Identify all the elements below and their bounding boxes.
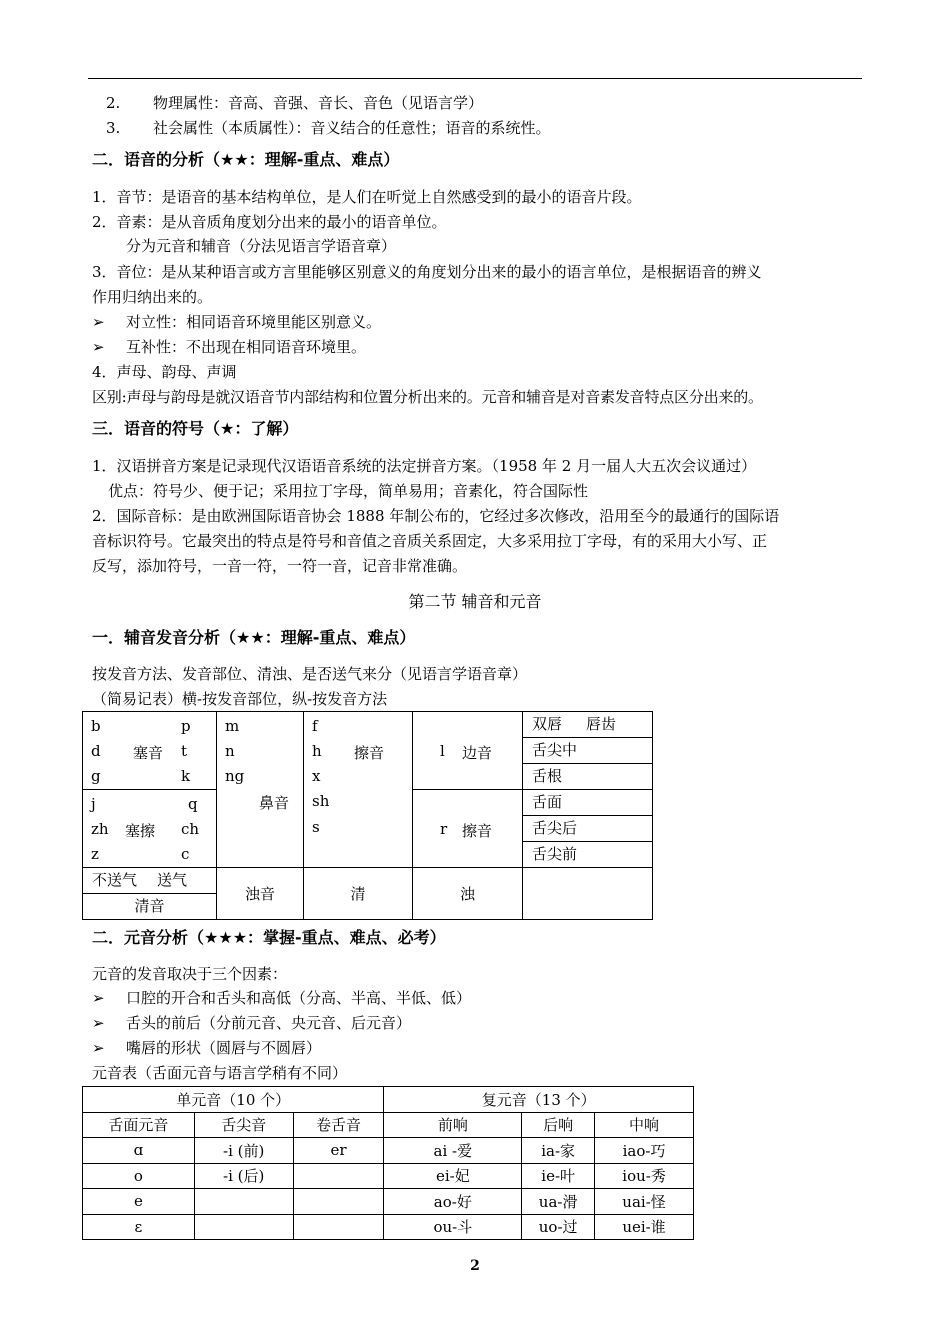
places-column-bottom (523, 790, 653, 868)
table-cell: er (293, 1138, 384, 1164)
r-fricative-cell: r 擦音 (413, 790, 523, 868)
paragraph: 反写，添加符号，一音一符，一符一音，记音非常准确。 (92, 557, 468, 575)
voiceless-label: 清音 (134, 897, 165, 915)
table-cell: ie-叶 (522, 1163, 595, 1189)
arrow-bullet-icon: ➢ (92, 338, 105, 356)
paragraph: 4．声母、韵母、声调 (92, 363, 237, 381)
table-cell: ɑ (83, 1138, 195, 1164)
place-label: 舌尖后 (523, 816, 652, 842)
paragraph: 2．音素：是从音质角度划分出来的最小的语音单位。 (92, 213, 447, 231)
place-label: 双唇 唇齿 (523, 712, 652, 738)
group-header-diphthong: 复元音（13 个） (384, 1087, 694, 1113)
column-header: 舌尖音 (194, 1112, 293, 1138)
table-cell (194, 1189, 293, 1215)
intro-item: 2. 物理属性：音高、音强、音长、音色（见语言学） (106, 94, 484, 112)
table-cell: uo-过 (522, 1214, 595, 1240)
table-row (83, 1189, 694, 1215)
table-cell (293, 1214, 384, 1240)
list-item: ➢ 互补性：不出现在相同语音环境里。 (92, 338, 367, 356)
chapter-section-title: 第二节 辅音和元音 (408, 592, 542, 611)
table-cell: -i (后) (194, 1163, 293, 1189)
table-cell: e (83, 1189, 195, 1215)
place-label: 舌尖中 (523, 738, 652, 764)
arrow-bullet-icon: ➢ (92, 313, 105, 331)
table-cell: ua-滑 (522, 1189, 595, 1215)
paragraph: 优点：符号少、便于记；采用拉丁字母，简单易用；音素化，符合国际性 (108, 482, 589, 500)
section-heading: 二．语音的分析（★★：理解-重点、难点） (92, 150, 400, 169)
list-item: ➢ 口腔的开合和舌头和高低（分高、半高、半低、低） (92, 989, 472, 1007)
nasals-cell: m n ng 鼻音 (217, 712, 304, 868)
aspiration-labels: 不送气 送气 (83, 868, 216, 894)
place-label: 舌尖前 (532, 845, 578, 863)
table-cell: ɛ (83, 1214, 195, 1240)
list-item: ➢ 舌头的前后（分前元音、央元音、后元音） (92, 1014, 412, 1032)
consonant-table (82, 711, 653, 920)
paragraph: 元音表（舌面元音与语言学稍有不同） (92, 1064, 348, 1082)
table-cell: uei-谁 (595, 1214, 694, 1240)
section-heading: 三．语音的符号（★：了解） (92, 419, 299, 438)
page-number: 2 (470, 1258, 480, 1274)
paragraph: （简易记表）横-按发音部位，纵-按发音方法 (92, 690, 388, 708)
lateral-cell: l 边音 (413, 712, 523, 790)
table-cell: o (83, 1163, 195, 1189)
paragraph: 1．音节：是语音的基本结构单位，是人们在听觉上自然感受到的最小的语音片段。 (92, 188, 642, 206)
group-header-monophthong: 单元音（10 个） (83, 1087, 384, 1113)
paragraph: 2．国际音标：是由欧洲国际语音协会 1888 年制公布的，它经过多次修改，沿用至今的最通行的国际语 (92, 507, 780, 525)
paragraph: 3．音位：是从某种语言或方言里能够区别意义的角度划分出来的最小的语言单位，是根据语音的辨义 (92, 263, 762, 281)
place-label: 舌根 (532, 767, 563, 785)
places-column-top (523, 712, 653, 790)
table-cell (293, 1189, 384, 1215)
affricates-cell: j zh z q ch c 塞擦 (83, 790, 217, 868)
arrow-bullet-icon: ➢ (92, 989, 105, 1007)
list-item: ➢ 嘴唇的形状（圆唇与不圆唇） (92, 1039, 322, 1057)
table-row (83, 1163, 694, 1189)
paragraph: 分为元音和辅音（分法见语言学语音章） (126, 237, 397, 255)
table-cell: ia-家 (522, 1138, 595, 1164)
aspiration-cell (83, 868, 217, 920)
paragraph: 1．汉语拼音方案是记录现代汉语语音系统的法定拼音方案。（1958 年 2 月一届人大五次会议通过） (92, 457, 757, 475)
paragraph: 音标识符号。它最突出的特点是符号和音值之音质关系固定，大多采用拉丁字母，有的采用大小写、正 (92, 532, 768, 550)
table-cell: ao-好 (384, 1189, 522, 1215)
voiced-lat-label: 浊 (413, 868, 523, 920)
table-cell: uai-怪 (595, 1189, 694, 1215)
column-header: 前响 (384, 1112, 522, 1138)
voiceless-fric-label: 清 (304, 868, 413, 920)
empty-cell (523, 868, 653, 920)
section-heading: 一．辅音发音分析（★★：理解-重点、难点） (92, 628, 416, 647)
table-cell: iou-秀 (595, 1163, 694, 1189)
table-row (83, 1214, 694, 1240)
paragraph: 区别:声母与韵母是就汉语音节内部结构和位置分析出来的。元音和辅音是对音素发音特点区分出来的。 (92, 388, 763, 406)
table-cell: ai -爱 (384, 1138, 522, 1164)
column-header: 舌面元音 (83, 1112, 195, 1138)
intro-item: 3. 社会属性（本质属性）：音义结合的任意性；语音的系统性。 (106, 119, 551, 137)
paragraph: 作用归纳出来的。 (92, 288, 213, 306)
vowel-table (82, 1086, 694, 1240)
table-cell: iao-巧 (595, 1138, 694, 1164)
arrow-bullet-icon: ➢ (92, 1014, 105, 1032)
column-header: 中响 (595, 1112, 694, 1138)
table-cell: ei-妃 (384, 1163, 522, 1189)
column-header: 后响 (522, 1112, 595, 1138)
table-row (83, 1138, 694, 1164)
stops-cell: b d g p t k 塞音 (83, 712, 217, 790)
section-heading: 二．元音分析（★★★：掌握-重点、难点、必考） (92, 928, 446, 947)
place-label: 舌面 (523, 790, 652, 816)
table-cell: ou-斗 (384, 1214, 522, 1240)
table-cell (194, 1214, 293, 1240)
fricatives-cell: f h x sh s 擦音 (304, 712, 413, 868)
paragraph: 元音的发音取决于三个因素： (92, 965, 288, 983)
table-cell (293, 1163, 384, 1189)
header-rule (88, 78, 862, 79)
arrow-bullet-icon: ➢ (92, 1039, 105, 1057)
list-item: ➢ 对立性：相同语音环境里能区别意义。 (92, 313, 382, 331)
table-cell: -i (前) (194, 1138, 293, 1164)
column-header: 卷舌音 (293, 1112, 384, 1138)
paragraph: 按发音方法、发音部位、清浊、是否送气来分（见语言学语音章） (92, 665, 528, 683)
voiced-label: 浊音 (217, 868, 304, 920)
